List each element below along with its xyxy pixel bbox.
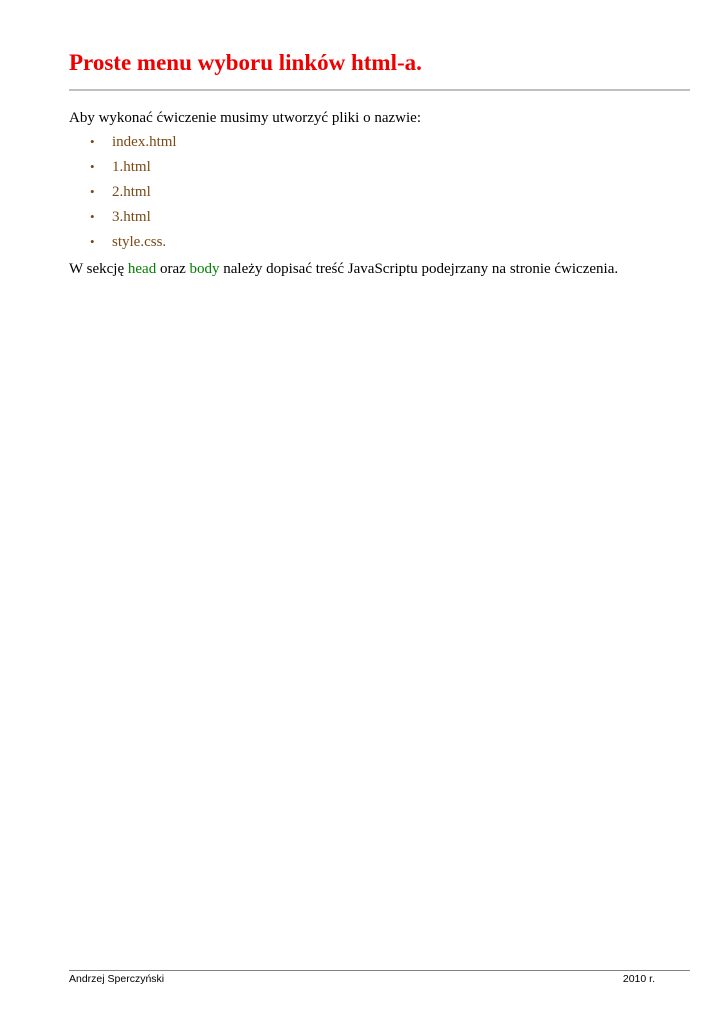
bullet-icon: • <box>90 184 95 199</box>
title-divider <box>69 89 690 91</box>
file-name: 1.html <box>112 159 151 175</box>
footer-divider <box>69 970 690 971</box>
file-name: index.html <box>112 134 177 150</box>
bullet-icon: • <box>90 234 95 249</box>
page-title: Proste menu wyboru linków html-a. <box>69 50 422 75</box>
keyword-head: head <box>127 261 157 277</box>
footer-year: 2010 r. <box>622 973 655 985</box>
bullet-icon: • <box>90 209 95 224</box>
section-note <box>69 259 618 279</box>
note-suffix: należy dopisać treść JavaScriptu podejrzany na stronie ćwiczenia. <box>219 261 619 277</box>
keyword-body: body <box>189 261 220 277</box>
bullet-icon: • <box>90 159 95 174</box>
bullet-icon: • <box>90 134 95 149</box>
file-name: style.css. <box>112 234 167 250</box>
note-middle: oraz <box>156 261 190 277</box>
footer-author: Andrzej Sperczyński <box>69 973 165 985</box>
file-name: 2.html <box>112 184 151 200</box>
file-name: 3.html <box>112 209 151 225</box>
note-prefix: W sekcję <box>69 261 128 277</box>
intro-text: Aby wykonać ćwiczenie musimy utworzyć pliki o nazwie: <box>69 110 421 126</box>
